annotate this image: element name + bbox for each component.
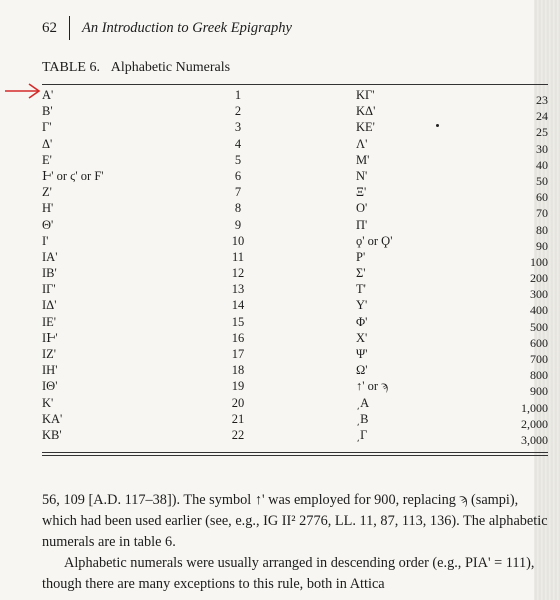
numerals-table: [0, 87, 560, 447]
table-row: [0, 314, 560, 334]
numeral-cell: Θ': [42, 217, 54, 232]
numeral-cell: Z': [42, 185, 52, 200]
numeral-cell: KE': [356, 120, 375, 135]
value-cell: 60: [536, 190, 548, 205]
numeral-cell: ͵Γ: [356, 427, 368, 442]
value-cell: 15: [231, 314, 245, 329]
table-row: [0, 184, 560, 205]
value-cell: 19: [231, 379, 245, 394]
value-cell: 2,000: [521, 416, 548, 431]
value-cell: 25: [536, 125, 548, 140]
table-bottom-rule-double: [42, 455, 548, 456]
table-row: [0, 217, 560, 237]
value-cell: 3,000: [521, 432, 548, 447]
value-cell: 22: [231, 427, 245, 442]
table-row: [0, 200, 560, 221]
numeral-cell: ͵A: [356, 395, 370, 410]
value-cell: 18: [231, 363, 245, 378]
value-cell: 40: [536, 157, 548, 172]
numeral-cell: Π': [356, 217, 368, 232]
table-row: [0, 281, 560, 302]
value-cell: 14: [231, 298, 245, 313]
value-cell: 8: [234, 201, 242, 216]
numeral-cell: ͵B: [356, 411, 369, 426]
numeral-cell: E': [42, 152, 52, 167]
page-number: 62: [42, 19, 57, 36]
value-cell: 6: [234, 168, 242, 183]
table-row: [0, 249, 560, 269]
table-caption-label: TABLE 6.: [42, 60, 100, 75]
numeral-cell: IA': [42, 249, 58, 264]
value-cell: 3: [234, 120, 242, 135]
numeral-cell: Y': [356, 298, 368, 313]
value-cell: 10: [231, 233, 245, 248]
value-cell: 11: [231, 249, 245, 264]
table-top-rule: [42, 84, 548, 85]
value-cell: 500: [530, 319, 548, 334]
value-cell: 4: [234, 136, 242, 151]
table-row: [0, 395, 560, 415]
value-cell: 16: [231, 330, 245, 345]
numeral-cell: KΓ': [356, 88, 375, 102]
numeral-cell: I': [42, 233, 49, 248]
value-cell: 2: [234, 104, 242, 119]
value-cell: 24: [536, 109, 548, 124]
table-caption: [42, 60, 230, 76]
table-row: [0, 168, 560, 188]
table-row: [0, 378, 560, 399]
value-cell: 13: [231, 282, 245, 297]
numeral-cell: H': [42, 201, 54, 216]
numeral-cell: ϙ' or Ϙ': [356, 233, 393, 248]
value-cell: 50: [536, 173, 548, 188]
value-cell: 300: [530, 287, 548, 302]
numeral-cell: KB': [42, 427, 62, 442]
table-row: [0, 103, 560, 124]
running-title: An Introduction to Greek Epigraphy: [82, 19, 292, 36]
body-text: [42, 490, 548, 595]
numeral-cell: IH': [42, 363, 58, 378]
value-cell: 30: [536, 141, 548, 156]
numeral-cell: P': [356, 249, 366, 264]
table-row: [0, 362, 560, 383]
value-cell: 700: [530, 352, 548, 366]
value-cell: 12: [231, 266, 245, 281]
table-row: [0, 330, 560, 350]
value-cell: 100: [530, 254, 548, 269]
table-caption-title: Alphabetic Numerals: [110, 60, 231, 75]
value-cell: 20: [231, 395, 245, 410]
numeral-cell: T': [356, 282, 366, 297]
table-row: [0, 411, 560, 431]
value-cell: 900: [530, 384, 548, 399]
ink-speck: [436, 124, 439, 127]
numeral-cell: IZ': [42, 347, 57, 361]
numeral-cell: IͰ': [42, 330, 58, 345]
table-row: [0, 119, 560, 140]
numeral-cell: Ψ': [356, 347, 368, 361]
numeral-cell: X': [356, 330, 368, 345]
value-cell: 1: [234, 88, 242, 102]
value-cell: 200: [530, 271, 548, 286]
table-row: [0, 136, 560, 156]
table-row: [0, 87, 560, 107]
numeral-cell: Γ': [42, 120, 52, 135]
numeral-cell: Λ': [356, 136, 368, 151]
numeral-cell: N': [356, 168, 368, 183]
value-cell: 23: [536, 93, 548, 107]
numeral-cell: Σ': [356, 266, 366, 281]
numeral-cell: IΔ': [42, 298, 57, 313]
numeral-cell: ↑' or ϡ: [356, 379, 389, 394]
numeral-cell: Ω': [356, 363, 368, 378]
numeral-cell: O': [356, 201, 368, 216]
value-cell: 5: [234, 152, 242, 167]
numeral-cell: Ͱ' or ϛ' or Ϝ': [42, 168, 104, 183]
table-row: [0, 265, 560, 286]
numeral-cell: KA': [42, 411, 63, 426]
numeral-cell: IΘ': [42, 379, 58, 394]
table-bottom-rule: [42, 452, 548, 453]
numeral-cell: IB': [42, 266, 57, 281]
value-cell: 17: [231, 347, 245, 361]
table-row: [0, 152, 560, 172]
numeral-cell: K': [42, 395, 54, 410]
paragraph: Alphabetic numerals were usually arranged in descending order (e.g., PIA' = 111), though there are many exceptions to this rule, both in Attica: [42, 555, 535, 592]
value-cell: 7: [234, 185, 242, 200]
value-cell: 800: [530, 368, 548, 383]
numeral-cell: IΓ': [42, 282, 56, 297]
numeral-cell: Δ': [42, 136, 53, 151]
numeral-cell: M': [356, 152, 370, 167]
value-cell: 400: [530, 303, 548, 318]
numeral-cell: Φ': [356, 314, 368, 329]
value-cell: 70: [536, 206, 548, 221]
table-row: [0, 233, 560, 253]
header-divider: [69, 16, 70, 40]
numeral-cell: A': [42, 88, 54, 102]
value-cell: 90: [536, 238, 548, 253]
paragraph: 56, 109 [A.D. 117–38]). The symbol ↑' was employed for 900, replacing ϡ (sampi), which had been used earlier (see, e.g., IG II² 2776, LL. 11, 87, 113, 136). The alphabetic numerals are in table 6.: [42, 492, 548, 550]
numeral-cell: KΔ': [356, 104, 376, 119]
numeral-cell: B': [42, 104, 53, 119]
page-header: [42, 16, 292, 40]
table-row: [0, 346, 560, 366]
numeral-cell: Ξ': [356, 185, 367, 200]
value-cell: 80: [536, 222, 548, 237]
value-cell: 21: [231, 411, 245, 426]
value-cell: 9: [234, 217, 242, 232]
table-row: [0, 427, 560, 447]
value-cell: 1,000: [521, 400, 548, 415]
value-cell: 600: [530, 335, 548, 350]
table-row: [0, 297, 560, 318]
numeral-cell: IE': [42, 314, 57, 329]
